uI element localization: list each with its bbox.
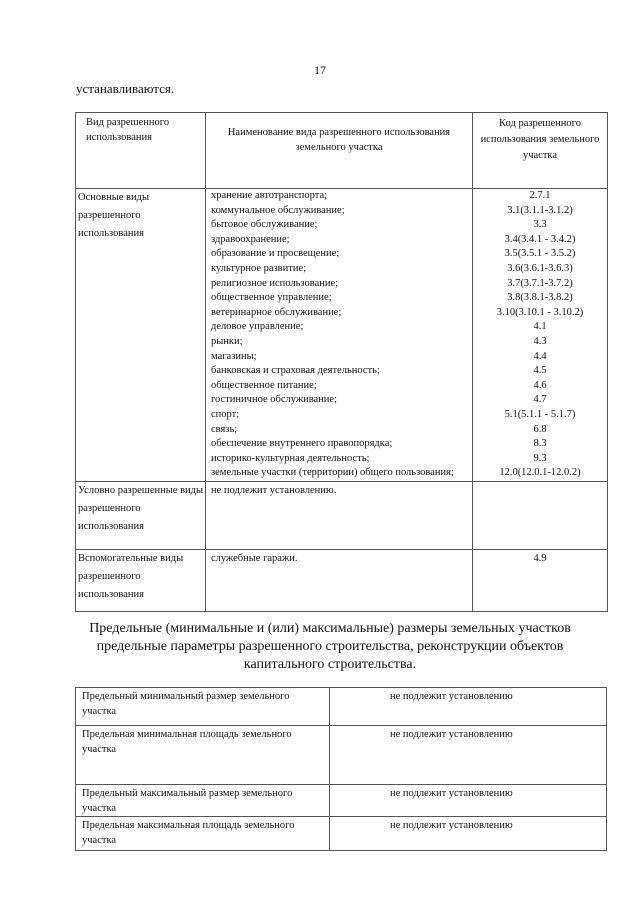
header-use-type: Вид разрешенного использования — [76, 113, 206, 189]
table-header-row — [76, 113, 608, 189]
use-item: ветеринарное обслуживание; — [211, 306, 342, 318]
conditional-code — [473, 481, 608, 549]
auxiliary-value: служебные гаражи. — [206, 549, 473, 611]
main-uses-label: Основные виды разрешенного использования — [76, 189, 206, 482]
param-label: Предельный максимальный размер земельного участка — [76, 785, 330, 817]
table-row-auxiliary — [76, 549, 608, 611]
use-item: образование и просвещение; — [211, 248, 340, 260]
table-row-main-uses — [76, 189, 608, 482]
use-item: общественное управление; — [211, 292, 332, 304]
permitted-use-table — [75, 112, 608, 612]
header-use-code: Код разрешенного использования земельного участка — [473, 113, 608, 189]
code-item: 3.5(3.5.1 - 3.5.2) — [504, 248, 576, 260]
use-item: общественное питание; — [211, 379, 317, 391]
use-item: здравоохранение; — [211, 233, 290, 245]
conditional-value: не подлежит установлению. — [206, 481, 473, 549]
code-item: 3.6(3.6.1-3.6.3) — [507, 262, 573, 274]
use-item: культурное развитие; — [211, 262, 307, 274]
code-item: 5.1(5.1.1 - 5.1.7) — [504, 408, 576, 420]
auxiliary-label: Вспомогательные виды разрешенного использования — [76, 549, 206, 611]
table-row — [76, 785, 607, 817]
code-item: 4.6 — [533, 379, 547, 391]
code-item: 2.7.1 — [529, 190, 551, 201]
lead-text: устанавливаются. — [76, 81, 175, 96]
use-item: религиозное использование; — [211, 277, 339, 289]
table-row — [76, 817, 607, 851]
use-item: рынки; — [211, 335, 243, 347]
param-value: не подлежит установлению — [330, 688, 607, 726]
use-item: гостиничное обслуживание; — [211, 394, 337, 406]
section-heading: Предельные (минимальные и (или) максимальные) размеры земельных участков предельные параметры разрешенного строительства, реконструкции объектов капитального строительства. — [89, 621, 571, 672]
code-item: 3.7(3.7.1-3.7.2) — [507, 277, 573, 289]
param-label: Предельная минимальная площадь земельного участка — [76, 726, 330, 785]
use-item: банковская и страховая деятельность; — [211, 365, 380, 377]
code-item: 4.3 — [533, 335, 547, 347]
use-item: хранение автотранспорта; — [211, 190, 328, 201]
main-uses-names — [206, 189, 473, 482]
code-item: 9.3 — [533, 452, 547, 464]
code-item: 4.1 — [533, 321, 547, 333]
code-item: 4.7 — [533, 394, 547, 406]
conditional-label: Условно разрешенные виды разрешенного использования — [76, 481, 206, 549]
use-item: обеспечение внутреннего правопорядка; — [211, 438, 393, 450]
table-row — [76, 726, 607, 785]
use-item: деловое управление; — [211, 321, 304, 333]
page-number: 17 — [314, 63, 326, 77]
table-row — [76, 688, 607, 726]
use-item: земельные участки (территории) общего пользования; — [211, 467, 454, 479]
header-use-name: Наименование вида разрешенного использования земельного участка — [206, 113, 473, 189]
codes-list — [473, 189, 607, 481]
code-item: 3.1(3.1.1-3.1.2) — [507, 204, 573, 216]
param-label: Предельная максимальная площадь земельного участка — [76, 817, 330, 851]
param-value: не подлежит установлению — [330, 785, 607, 817]
param-value: не подлежит установлению — [330, 726, 607, 785]
auxiliary-code: 4.9 — [473, 549, 608, 611]
code-item: 12.0(12.0.1-12.0.2) — [499, 467, 581, 479]
code-item: 6.8 — [533, 423, 547, 435]
code-item: 3.3 — [533, 219, 547, 231]
uses-list — [206, 189, 472, 481]
use-item: коммунальное обслуживание; — [211, 204, 345, 216]
code-item: 8.3 — [533, 438, 547, 450]
param-label: Предельный минимальный размер земельного участка — [76, 688, 330, 726]
limit-parameters-table — [75, 687, 607, 851]
table-row-conditional — [76, 481, 608, 549]
param-value: не подлежит установлению — [330, 817, 607, 851]
code-item: 4.4 — [533, 350, 547, 362]
use-item: историко-культурная деятельность; — [211, 452, 370, 464]
main-uses-codes — [473, 189, 608, 482]
use-item: спорт; — [211, 408, 240, 420]
code-item: 4.5 — [533, 365, 547, 377]
code-item: 3.8(3.8.1-3.8.2) — [507, 292, 573, 304]
use-item: связь; — [211, 423, 238, 435]
code-item: 3.4(3.4.1 - 3.4.2) — [504, 233, 576, 245]
use-item: бытовое обслуживание; — [211, 219, 318, 231]
code-item: 3.10(3.10.1 - 3.10.2) — [496, 306, 584, 318]
use-item: магазины; — [211, 350, 257, 362]
